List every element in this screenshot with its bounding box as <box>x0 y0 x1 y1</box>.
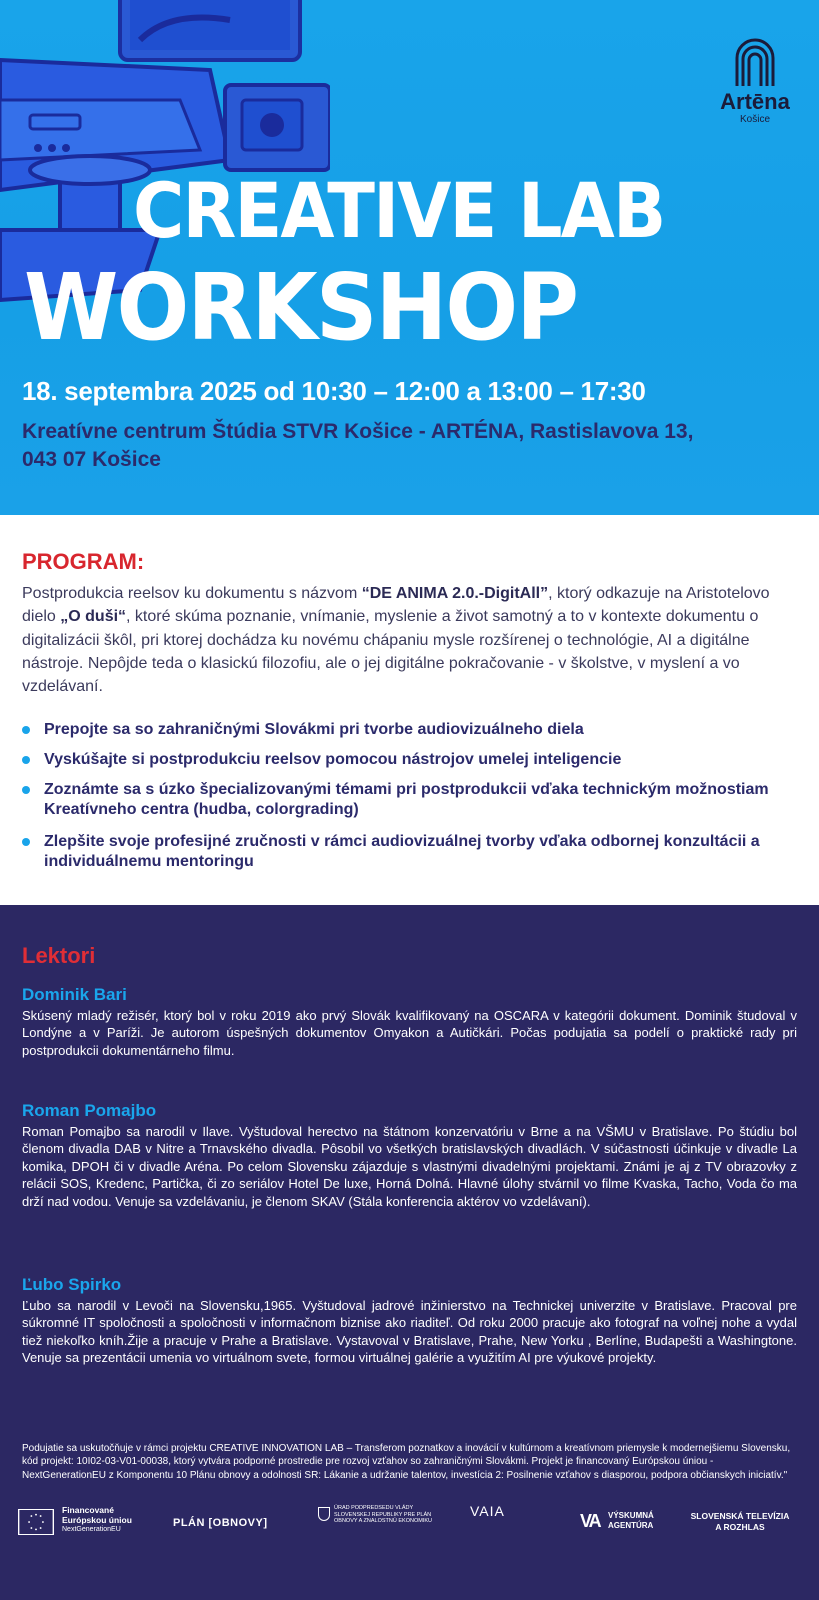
program-section <box>0 515 819 905</box>
eu-flag-icon <box>18 1509 54 1535</box>
event-venue <box>22 418 802 474</box>
eu-text <box>62 1505 162 1535</box>
lecturer-name: Ľubo Spirko <box>22 1275 122 1294</box>
film-title: “DE ANIMA 2.0.-DigitAll” <box>361 585 549 602</box>
va-line-1: VÝSKUMNÁ <box>608 1511 654 1520</box>
vaia-mark: VAIA <box>470 1503 505 1519</box>
plan-obnovy-logo <box>173 1517 268 1529</box>
benefits-list <box>22 720 802 872</box>
venue-line-1: Kreatívne centrum Štúdia STVR Košice - ARTÉNA, Rastislavova 13, <box>22 420 694 443</box>
program-text-1: Postprodukcia reelsov ku dokumentu s názvom <box>22 585 362 602</box>
lecturers-heading: Lektori <box>22 943 96 968</box>
stvr-logo <box>685 1511 795 1533</box>
title-line-1: CREATIVE LAB <box>133 166 665 255</box>
lecturers-section <box>0 905 819 1600</box>
plan-b: [OBNOVY] <box>208 1517 268 1529</box>
stvr-line-1: SLOVENSKÁ TELEVÍZIA <box>690 1511 790 1521</box>
program-heading: PROGRAM: <box>22 549 145 574</box>
va-text <box>608 1511 688 1531</box>
logo-name: Artēna <box>720 89 790 114</box>
logo-city: Košice <box>739 114 770 125</box>
va-line-2: AGENTÚRA <box>608 1521 654 1530</box>
stvr-line-2: A ROZHLAS <box>715 1522 765 1532</box>
eu-line-2: Európskou úniou <box>62 1515 132 1525</box>
funding-note: Podujatie sa uskutočňuje v rámci projektu CREATIVE INNOVATION LAB – Transferom poznatkov a inovácií v kultúrnom a kreatívnom priemysle k modernejšiemu Slovensku, kód projekt: 10I02-03-V01-00038, ktorý vytvára podporné prostredie pre rozvoj vzťahov so zahraničnými Slovákmi. Projekt je financovaný Európskou úniou - NextGenerationEU z Komponentu 10 Plánu obnovy a odolnosti SR: Lákanie a udržanie talentov, investícia 2: Posilnenie vzťahov s diasporou, podpora občianskych iniciatív." <box>22 1443 791 1481</box>
list-item: Vyskúšajte si postprodukciu reelsov pomocou nástrojov umelej inteligencie <box>22 750 802 770</box>
crest-icon <box>318 1507 330 1521</box>
eu-sub: NextGenerationEU <box>62 1526 121 1533</box>
event-date: 18. septembra 2025 od 10:30 – 12:00 a 13:00 – 17:30 <box>22 376 646 406</box>
vaia-logo <box>470 1503 530 1519</box>
plan-a: PLÁN <box>173 1517 205 1529</box>
gov-text: ÚRAD PODPREDSEDU VLÁDY SLOVENSKEJ REPUBLIKY PRE PLÁN OBNOVY A ZNALOSTNÚ EKONOMIKU <box>334 1505 433 1524</box>
venue-line-2: 043 07 Košice <box>22 448 161 471</box>
list-item: Zoznámte sa s úzko špecializovanými témami pri postprodukcii vďaka technickým možnostiam Kreatívneho centra (hudba, colorgrading) <box>22 780 802 820</box>
list-item: Zlepšite svoje profesijné zručnosti v rámci audiovizuálnej tvorby vďaka odbornej konzultácii a individuálnemu mentoringu <box>22 832 802 872</box>
partner-logos <box>0 1505 819 1575</box>
va-mark-icon: VA <box>580 1511 600 1531</box>
hero-banner <box>0 0 819 515</box>
lecturer-name: Roman Pomajbo <box>22 1101 157 1120</box>
title-line-2: WORKSHOP <box>24 254 578 361</box>
lecturer-name: Dominik Bari <box>22 985 127 1004</box>
program-description <box>22 582 797 698</box>
lecturer-bio: Ľubo sa narodil v Levoči na Slovensku,1965. Vyštudoval jadrové inžinierstvo na Technickej univerzite v Bratislave. Pracoval pre súkromné IT spoločnosti a spoločnosti v informačnom biznise ako riaditeľ. Od roku 2000 pracuje ako fotograf na voľnej nohe a vydal tiež niekoľko kníh.Žije a pracuje v Prahe a Bratislave. Vystavoval v Bratislave, Prahe, New Yorku , Berlíne, Budapešti a Washingtone. Venuje sa prezentácii umenia vo virtuálnom svete, formou virtuálnej galérie a využitím AI pre výukové projekty. <box>22 1298 797 1366</box>
program-text-2: , ktorý odkazuje na Aristotelovo dielo <box>22 585 770 626</box>
program-text-3: , ktoré skúma poznanie, vnímanie, myslenie a život samotný a to v kontexte dokumentu o digitalizácii škôl, pri ktorej dochádza ku novému chápaniu mysle rozšírenej o technológie, AI a digitálne nástroje. Nepôjde teda o klasickú filozofiu, ale o jej digitálne pokračovanie - v školstve, v myslení a vo vzdelávaní. <box>22 608 759 696</box>
eu-line-1: Financované <box>62 1505 114 1515</box>
list-item: Prepojte sa so zahraničnými Slovákmi pri tvorbe audiovizuálneho diela <box>22 720 802 740</box>
artena-logo <box>715 36 795 126</box>
work-title: „O duši“ <box>60 608 127 626</box>
lecturer-bio: Skúsený mladý režisér, ktorý bol v roku 2019 ako prvý Slovák kvalifikovaný na OSCARA v kategórii dokument. Dominik študoval v Londýne a v Paríži. Je autorom úspešných dokumentov Omyakon a Autičkári. Počas podujatia sa podelí o praktické rady pri postprodukcii dokumentárneho filmu. <box>22 1008 797 1058</box>
lecturer-bio: Roman Pomajbo sa narodil v Ilave. Vyštudoval herectvo na štátnom konzervatóriu v Brne a na VŠMU v Bratislave. Po štúdiu bol členom divadla DAB v Nitre a Trnavského divadla. Pôsobil vo všetkých bratislavských divadlách. V súčastnosti účinkuje v divadle La komika, DPOH či v divadle Aréna. Po celom Slovensku zájazduje s vlastnými divadelnými projektami. Známi je aj z TV obrazovky z relácii SOS, Kredenc, Partička, či zo seriálov Hotel De luxe, Horná Dolná. Hlavné úlohy stvárnil vo filme Kvaska, Tacho, Voda čo ma drží nad vodou. Venuje sa vzdelávaniu, je členom SKAV (Stála konferencia aktérov vo vzdelávaní). <box>22 1124 797 1209</box>
artena-arch-icon <box>733 36 777 88</box>
